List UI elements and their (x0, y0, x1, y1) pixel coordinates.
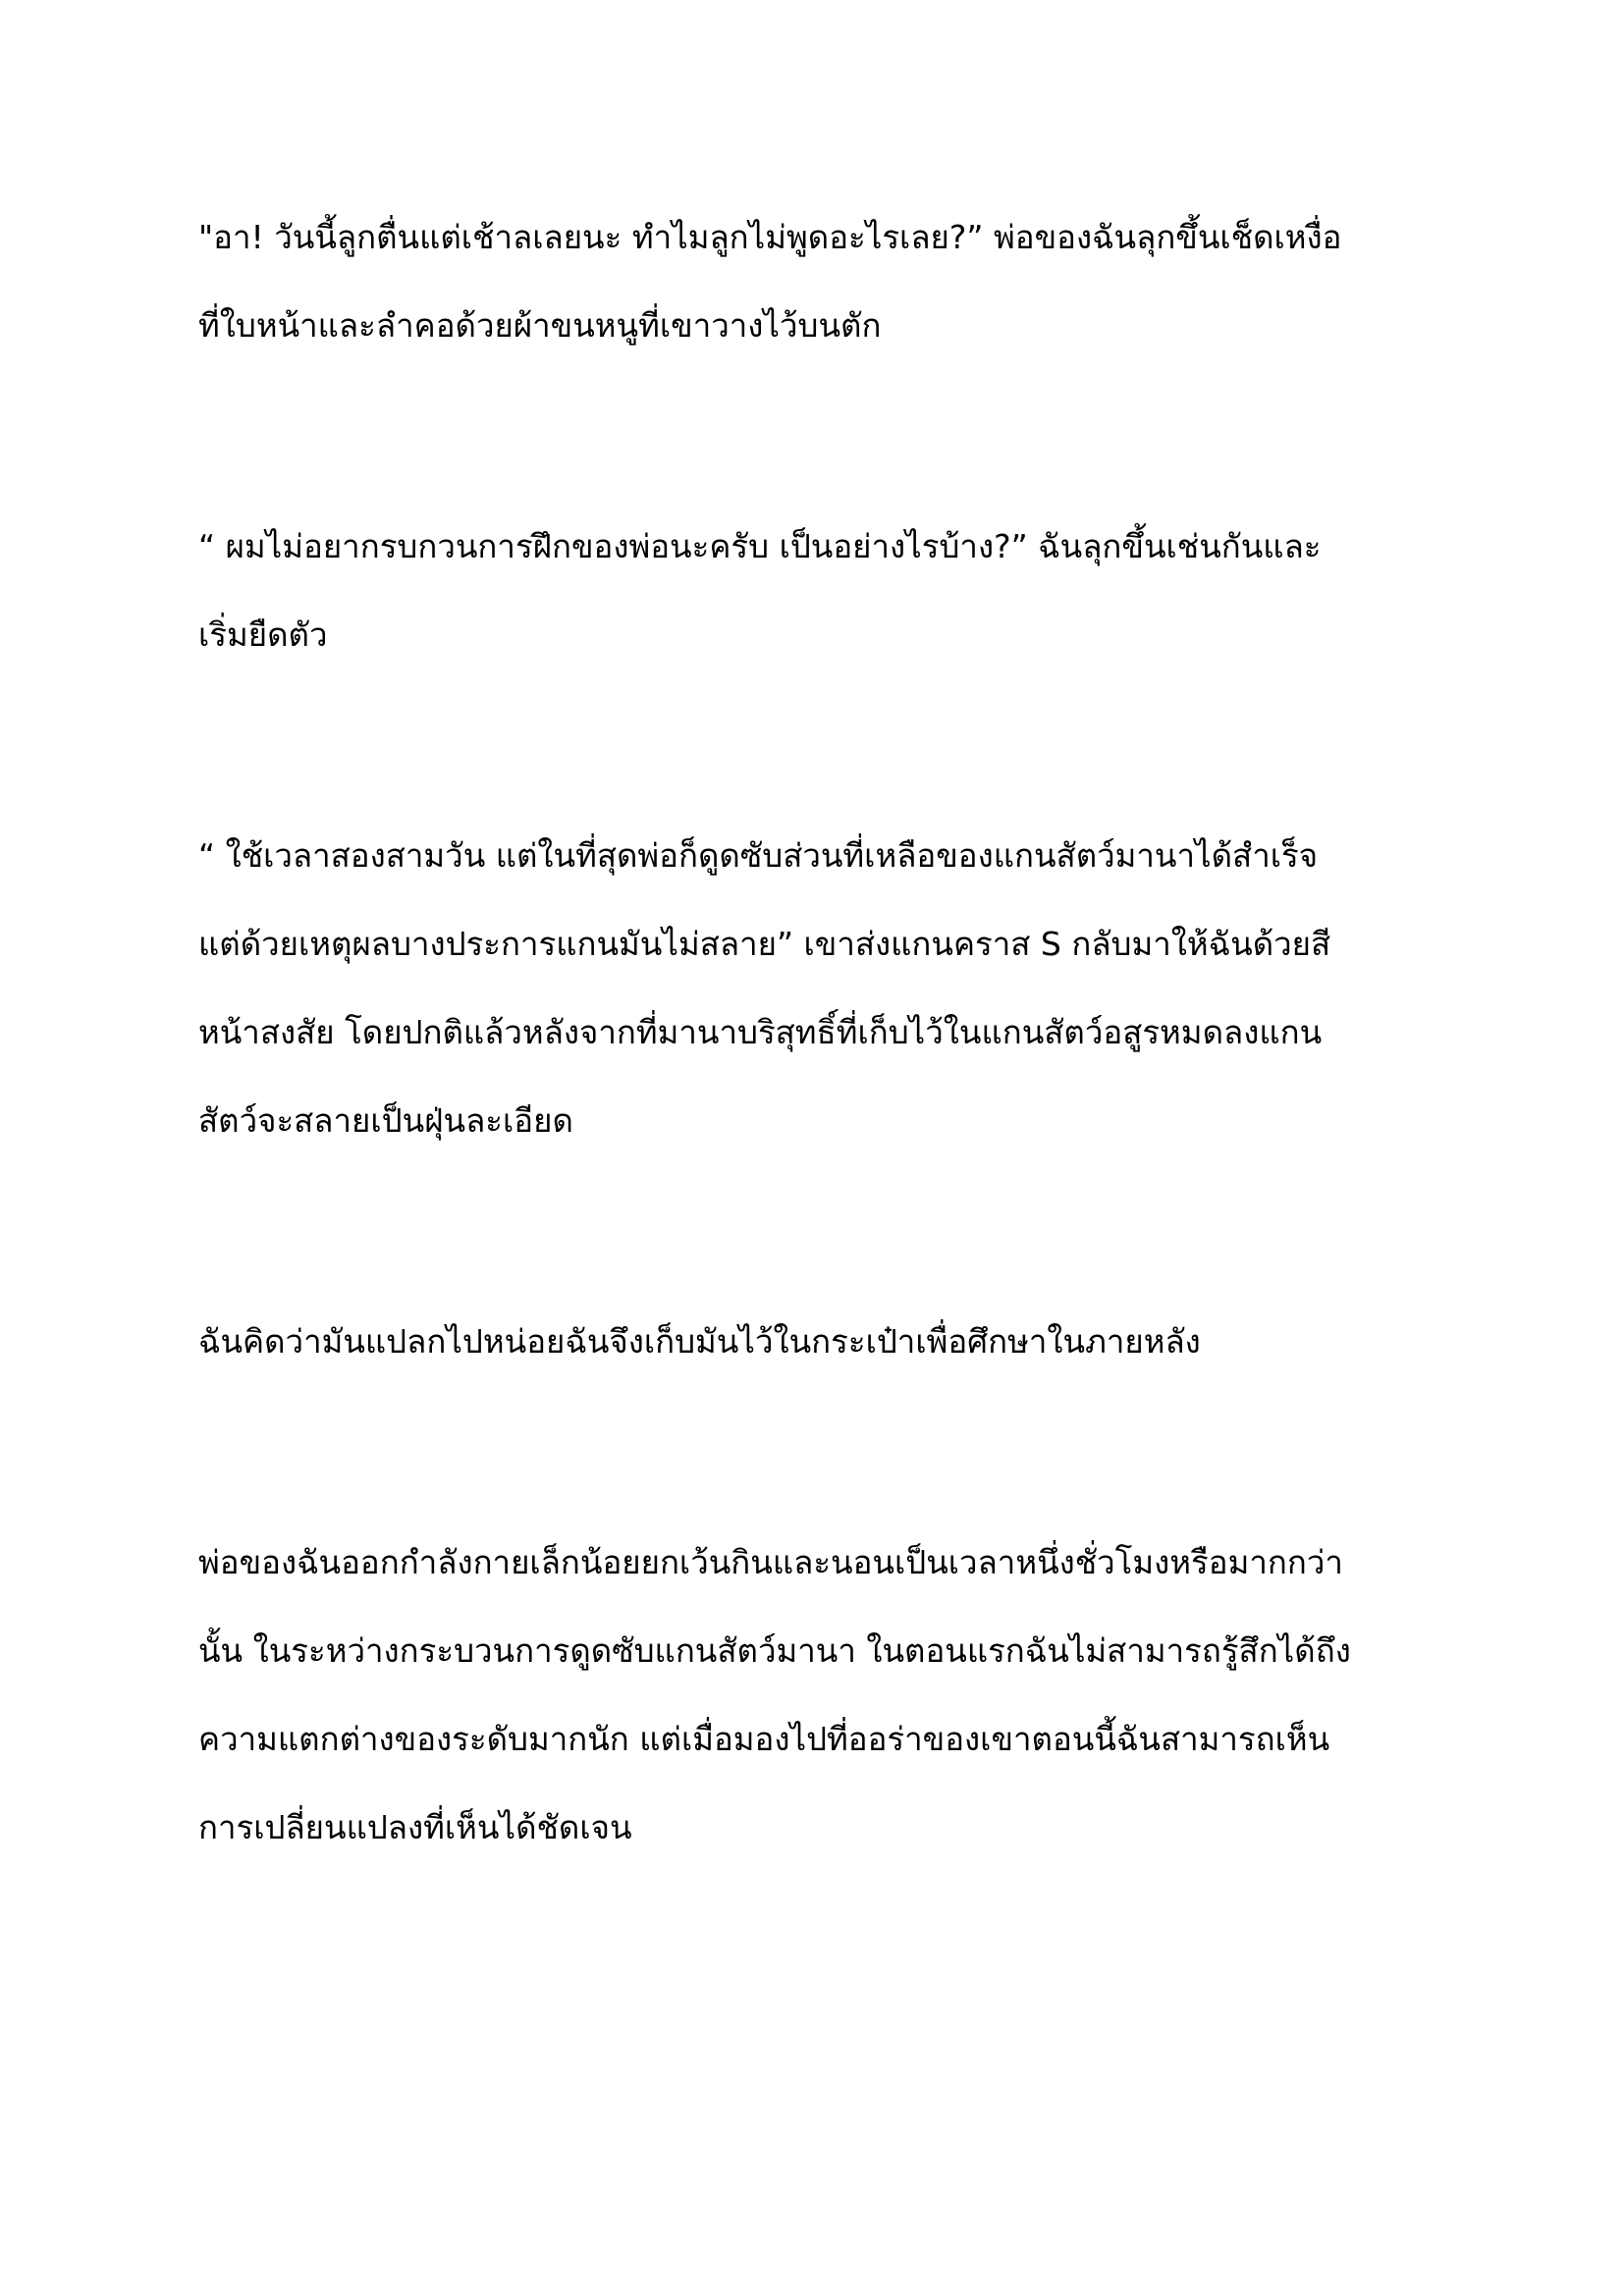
paragraph-3 (198, 812, 1440, 1165)
paragraph-1 (198, 193, 1440, 370)
paragraph-line: “ ใช้เวลาสองสามวัน แต่ในที่สุดพ่อก็ดูดซับส่วนที่เหลือของแกนสัตว์มานาได้สำเร็จ (198, 836, 1319, 875)
paragraph-line: ที่ใบหน้าและลำคอด้วยผ้าขนหนูที่เขาวางไว้บนตัก (198, 306, 882, 345)
paragraph-line: หน้าสงสัย โดยปกติแล้วหลังจากที่มานาบริสุทธิ์ที่เก็บไว้ในแกนสัตว์อสูรหมดลงแกน (198, 1013, 1323, 1051)
paragraph-line: ฉันคิดว่ามันแปลกไปหน่อยฉันจึงเก็บมันไว้ในกระเป๋าเพื่อศึกษาในภายหลัง (198, 1322, 1201, 1361)
paragraph-line: เริ่มยืดตัว (198, 615, 328, 654)
paragraph-2 (198, 503, 1440, 679)
paragraph-line: พ่อของฉันออกกำลังกายเล็กน้อยยกเว้นกินและนอนเป็นเวลาหนึ่งชั่วโมงหรือมากกว่า (198, 1543, 1343, 1581)
paragraph-line: "อา! วันนี้ลูกตื่นแต่เช้าลเลยนะ ทำไมลูกไม่พูดอะไรเลย?” พ่อของฉันลุกขึ้นเช็ดเหงื่อ (198, 218, 1342, 256)
paragraph-line: ความแตกต่างของระดับมากนัก แต่เมื่อมองไปที่ออร่าของเขาตอนนี้ฉันสามารถเห็น (198, 1720, 1330, 1758)
paragraph-line: แต่ด้วยเหตุผลบางประการแกนมันไม่สลาย” เขาส่งแกนคราส S กลับมาให้ฉันด้วยสี (198, 925, 1331, 963)
paragraph-line: นั้น ในระหว่างกระบวนการดูดซับแกนสัตว์มานา ในตอนแรกฉันไม่สามารถรู้สึกได้ถึง (198, 1631, 1351, 1670)
paragraph-5 (198, 1519, 1440, 1872)
paragraph-line: “ ผมไม่อยากรบกวนการฝึกของพ่อนะครับ เป็นอย่างไรบ้าง?” ฉันลุกขึ้นเช่นกันและ (198, 527, 1322, 565)
paragraph-line: สัตว์จะสลายเป็นฝุ่นละเอียด (198, 1101, 573, 1140)
paragraph-line: การเปลี่ยนแปลงที่เห็นได้ชัดเจน (198, 1808, 632, 1846)
paragraph-4 (198, 1298, 1440, 1386)
